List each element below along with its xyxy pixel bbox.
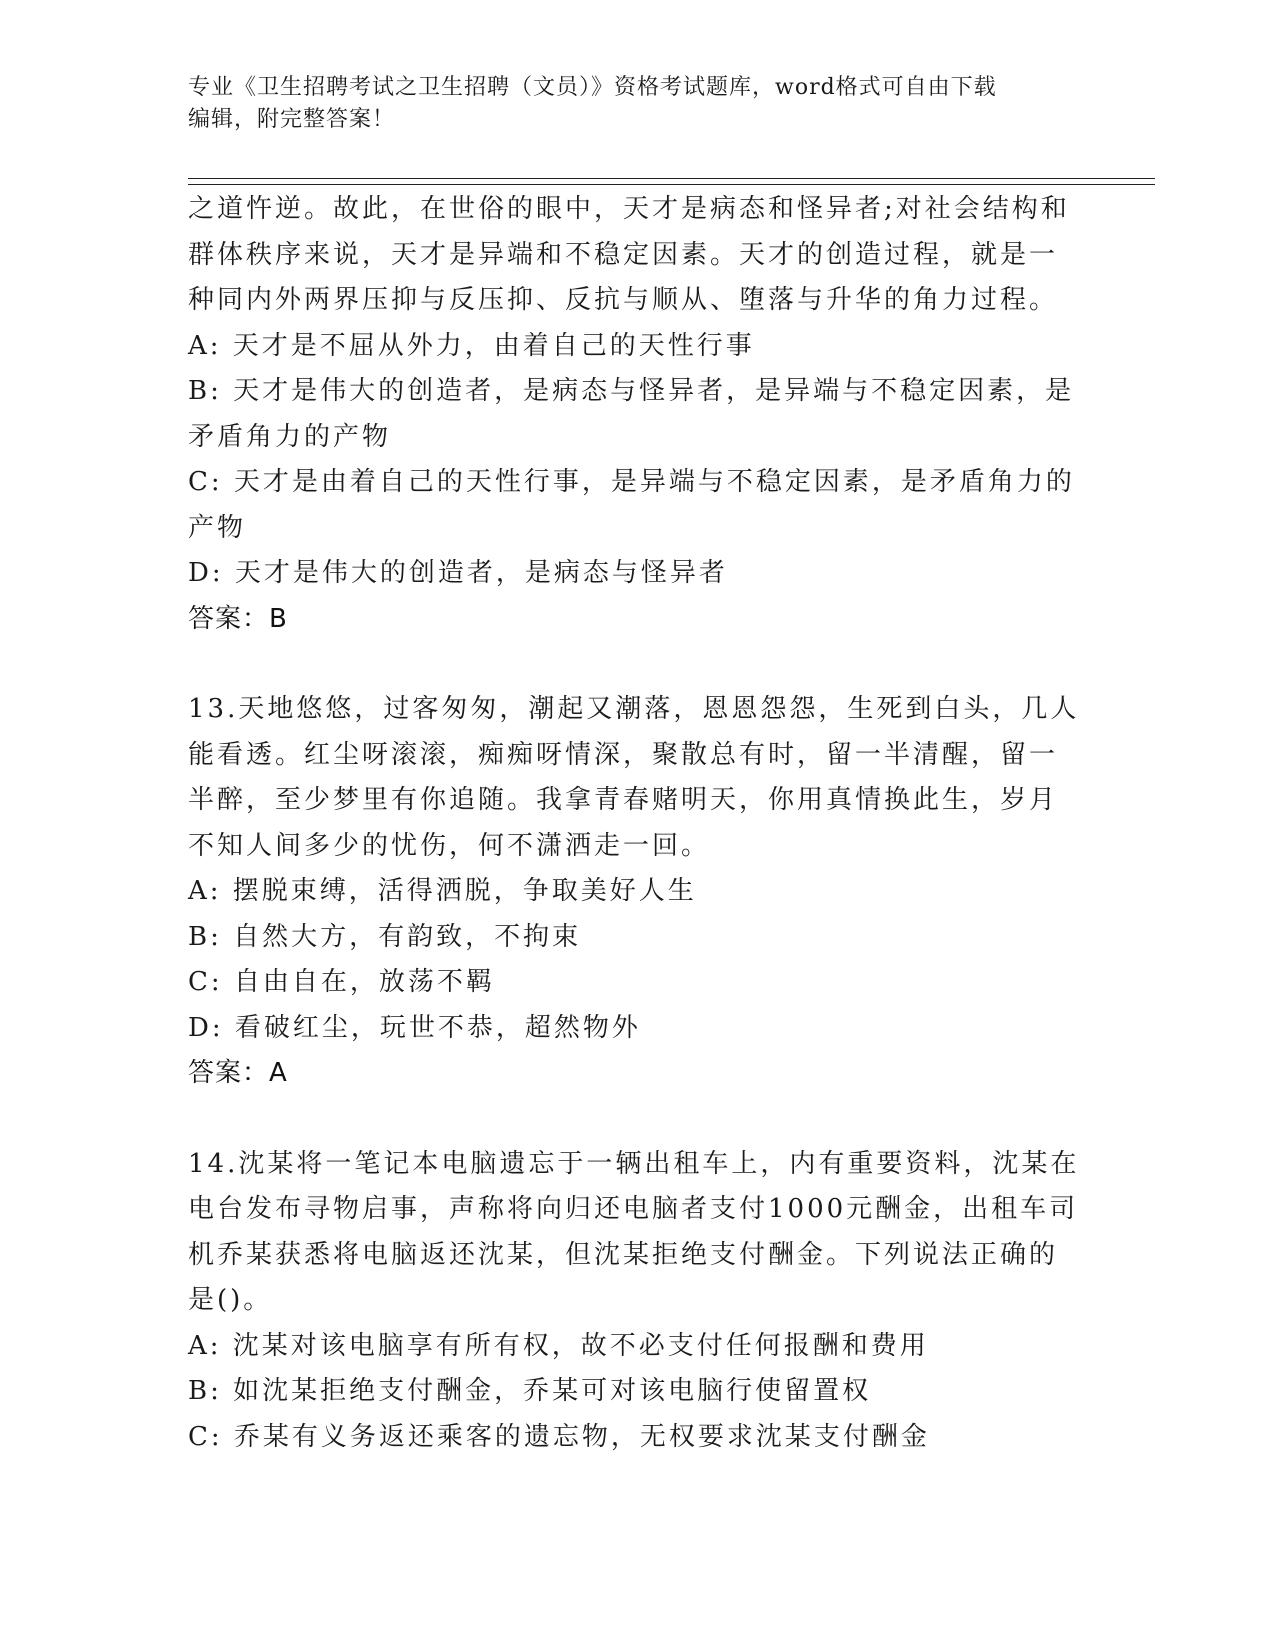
answer-label: 答案：A xyxy=(188,1058,288,1088)
option-a xyxy=(188,1324,1088,1370)
option-c xyxy=(188,960,1088,1006)
document-body xyxy=(188,187,1088,1460)
option-line: A: 摆脱束缚，活得洒脱，争取美好人生 xyxy=(188,876,697,906)
stem-line: 之道忤逆。故此，在世俗的眼中，天才是病态和怪异者;对社会结构和 xyxy=(188,194,1070,224)
answer-label: 答案：B xyxy=(188,603,288,634)
option-b xyxy=(188,1369,1088,1415)
document-header xyxy=(188,72,1088,136)
stem-line: 是()。 xyxy=(188,1285,273,1315)
header-divider-top xyxy=(188,178,1155,179)
option-line: C: 乔某有义务返还乘客的遗忘物，无权要求沈某支付酬金 xyxy=(188,1421,930,1452)
option-line: D: 看破红尘，玩世不恭，超然物外 xyxy=(188,1012,641,1043)
stem-line: 机乔某获悉将电脑返还沈某，但沈某拒绝支付酬金。下列说法正确的 xyxy=(188,1239,1059,1270)
stem-line: 13.天地悠悠，过客匆匆，潮起又潮落，恩恩怨怨，生死到白头，几人 xyxy=(188,694,1080,724)
question-stem xyxy=(188,187,1088,324)
option-b xyxy=(188,915,1088,961)
question-14 xyxy=(188,1142,1088,1461)
stem-line: 群体秩序来说，天才是异端和不稳定因素。天才的创造过程，就是一 xyxy=(188,239,1059,270)
option-b xyxy=(188,369,1088,460)
option-line: C: 天才是由着自己的天性行事，是异端与不稳定因素，是矛盾角力的 xyxy=(188,467,1075,497)
option-line: A: 天才是不屈从外力，由着自己的天性行事 xyxy=(188,330,755,361)
header-title-line-1: 专业《卫生招聘考试之卫生招聘（文员）》资格考试题库，word格式可自由下载 xyxy=(188,75,997,100)
option-line: B: 自然大方，有韵致，不拘束 xyxy=(188,921,582,952)
stem-line: 半醉，至少梦里有你追随。我拿青春赌明天，你用真情换此生，岁月 xyxy=(188,785,1059,815)
option-line: C: 自由自在，放荡不羁 xyxy=(188,967,495,997)
stem-line: 种同内外两界压抑与反压抑、反抗与顺从、堕落与升华的角力过程。 xyxy=(188,285,1059,315)
option-a xyxy=(188,324,1088,370)
header-divider-bottom xyxy=(188,184,1155,185)
question-spacer xyxy=(188,642,1088,687)
option-c xyxy=(188,460,1088,551)
stem-line: 能看透。红尘呀滚滚，痴痴呀情深，聚散总有时，留一半清醒，留一 xyxy=(188,739,1059,770)
question-13 xyxy=(188,687,1088,1097)
option-line: D: 天才是伟大的创造者，是病态与怪异者 xyxy=(188,558,728,588)
header-title-line-2: 编辑，附完整答案！ xyxy=(188,107,396,132)
option-line: 矛盾角力的产物 xyxy=(188,421,392,452)
option-d xyxy=(188,551,1088,597)
stem-line: 不知人间多少的忧伤，何不潇洒走一回。 xyxy=(188,830,711,861)
question-stem xyxy=(188,1142,1088,1324)
question-spacer xyxy=(188,1097,1088,1142)
stem-line: 14.沈某将一笔记本电脑遗忘于一辆出租车上，内有重要资料，沈某在 xyxy=(188,1148,1080,1179)
question-12-continued xyxy=(188,187,1088,642)
option-d xyxy=(188,1006,1088,1052)
option-a xyxy=(188,869,1088,915)
option-c xyxy=(188,1415,1088,1461)
stem-line: 电台发布寻物启事，声称将向归还电脑者支付1000元酬金，出租车司 xyxy=(188,1194,1079,1224)
option-line: B: 如沈某拒绝支付酬金，乔某可对该电脑行使留置权 xyxy=(188,1376,872,1406)
option-line: 产物 xyxy=(188,512,247,543)
question-stem xyxy=(188,687,1088,869)
option-line: B: 天才是伟大的创造者，是病态与怪异者，是异端与不稳定因素，是 xyxy=(188,376,1075,406)
option-line: A: 沈某对该电脑享有所有权，故不必支付任何报酬和费用 xyxy=(188,1330,929,1361)
